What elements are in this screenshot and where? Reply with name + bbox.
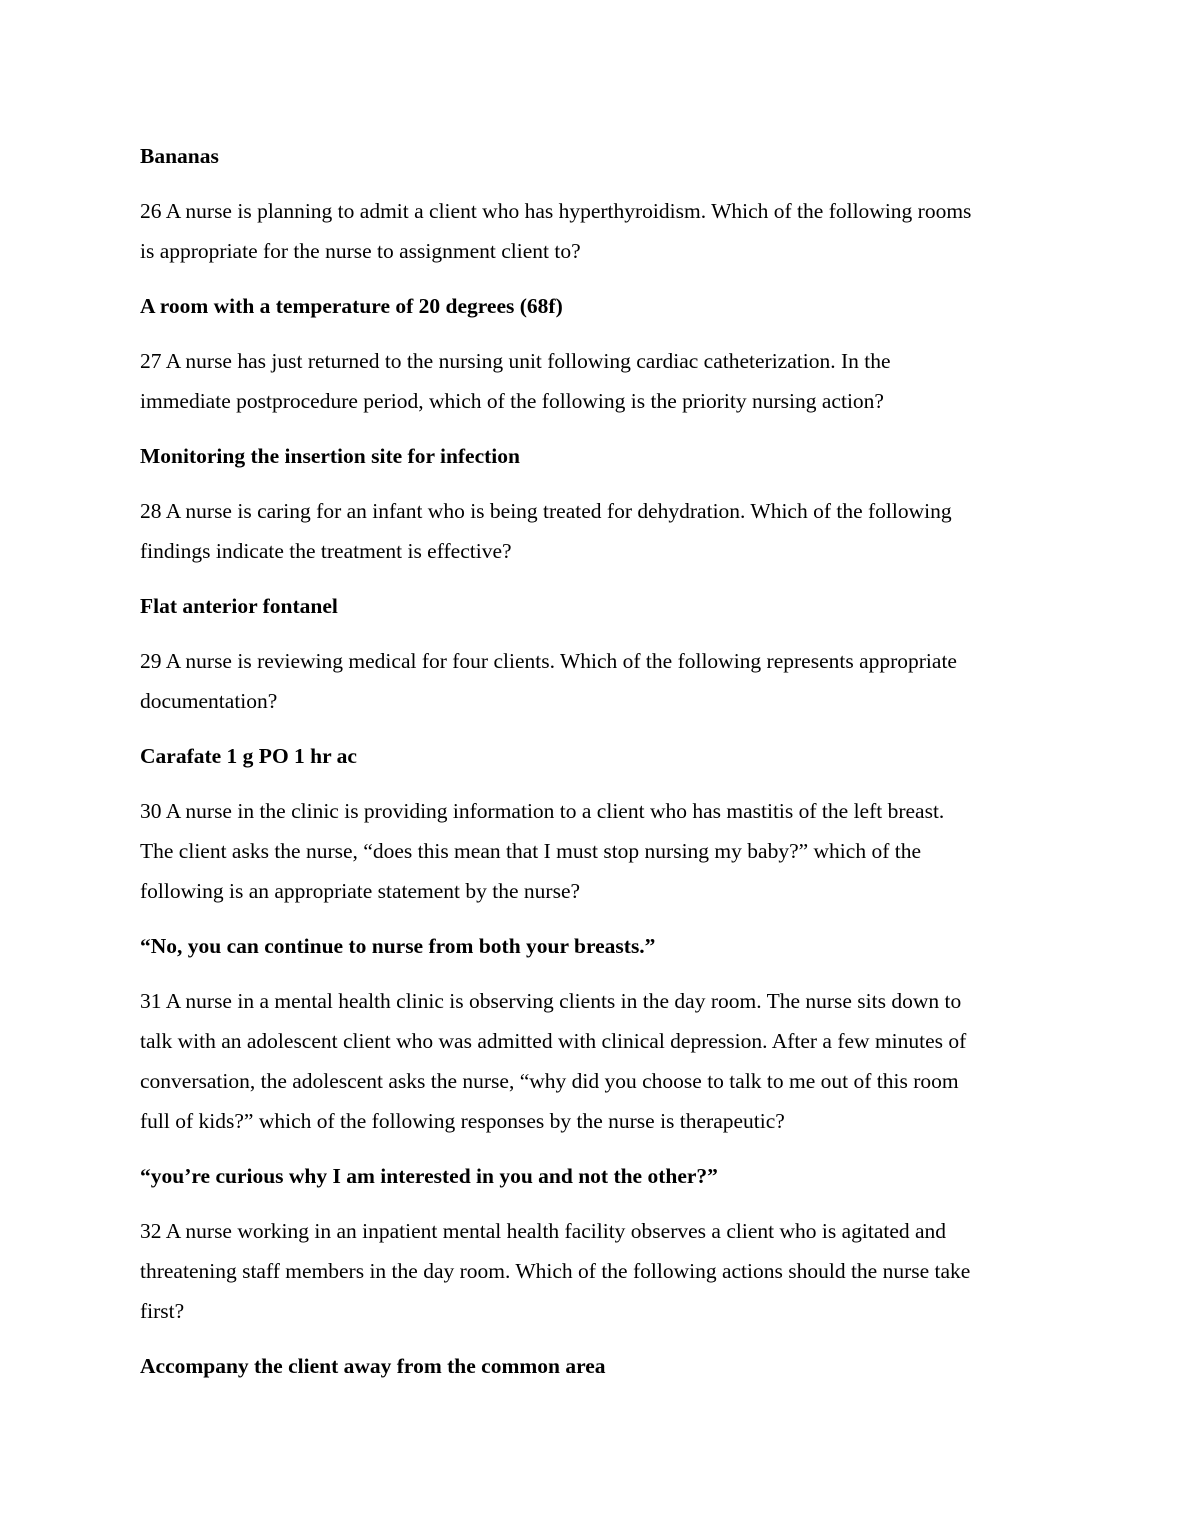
question-31 <box>140 981 1060 1141</box>
question-line: 28 A nurse is caring for an infant who is being treated for dehydration. Which of the following <box>140 499 952 523</box>
answer-30: “No, you can continue to nurse from both your breasts.” <box>140 934 656 958</box>
document-page <box>140 136 1060 1401</box>
question-line: 26 A nurse is planning to admit a client who has hyperthyroidism. Which of the following rooms <box>140 199 972 223</box>
question-line: is appropriate for the nurse to assignment client to? <box>140 239 581 263</box>
answer-31: “you’re curious why I am interested in you and not the other?” <box>140 1164 718 1188</box>
question-line: threatening staff members in the day room. Which of the following actions should the nurse take <box>140 1259 971 1283</box>
question-line: The client asks the nurse, “does this mean that I must stop nursing my baby?” which of the <box>140 839 921 863</box>
answer-32: Accompany the client away from the common area <box>140 1354 606 1378</box>
question-line: 31 A nurse in a mental health clinic is observing clients in the day room. The nurse sits down to <box>140 989 962 1013</box>
question-30 <box>140 791 1060 911</box>
question-line: 29 A nurse is reviewing medical for four clients. Which of the following represents appropriate <box>140 649 957 673</box>
question-26 <box>140 191 1060 271</box>
question-27 <box>140 341 1060 421</box>
question-line: findings indicate the treatment is effective? <box>140 539 512 563</box>
question-32 <box>140 1211 1060 1331</box>
question-line: talk with an adolescent client who was admitted with clinical depression. After a few minutes of <box>140 1029 967 1053</box>
question-line: 27 A nurse has just returned to the nursing unit following cardiac catheterization. In the <box>140 349 891 373</box>
question-line: 32 A nurse working in an inpatient mental health facility observes a client who is agitated and <box>140 1219 947 1243</box>
answer-28: Flat anterior fontanel <box>140 594 338 618</box>
question-line: 30 A nurse in the clinic is providing information to a client who has mastitis of the left breast. <box>140 799 945 823</box>
question-line: following is an appropriate statement by the nurse? <box>140 879 581 903</box>
question-line: immediate postprocedure period, which of the following is the priority nursing action? <box>140 389 884 413</box>
answer-27: Monitoring the insertion site for infection <box>140 444 520 468</box>
question-line: documentation? <box>140 689 278 713</box>
question-line: first? <box>140 1299 185 1323</box>
answer-29: Carafate 1 g PO 1 hr ac <box>140 744 357 768</box>
question-line: full of kids?” which of the following responses by the nurse is therapeutic? <box>140 1109 785 1133</box>
question-line: conversation, the adolescent asks the nurse, “why did you choose to talk to me out of this room <box>140 1069 959 1093</box>
answer-26: A room with a temperature of 20 degrees (68f) <box>140 294 563 318</box>
answer-bananas: Bananas <box>140 144 219 168</box>
question-28 <box>140 491 1060 571</box>
question-29 <box>140 641 1060 721</box>
